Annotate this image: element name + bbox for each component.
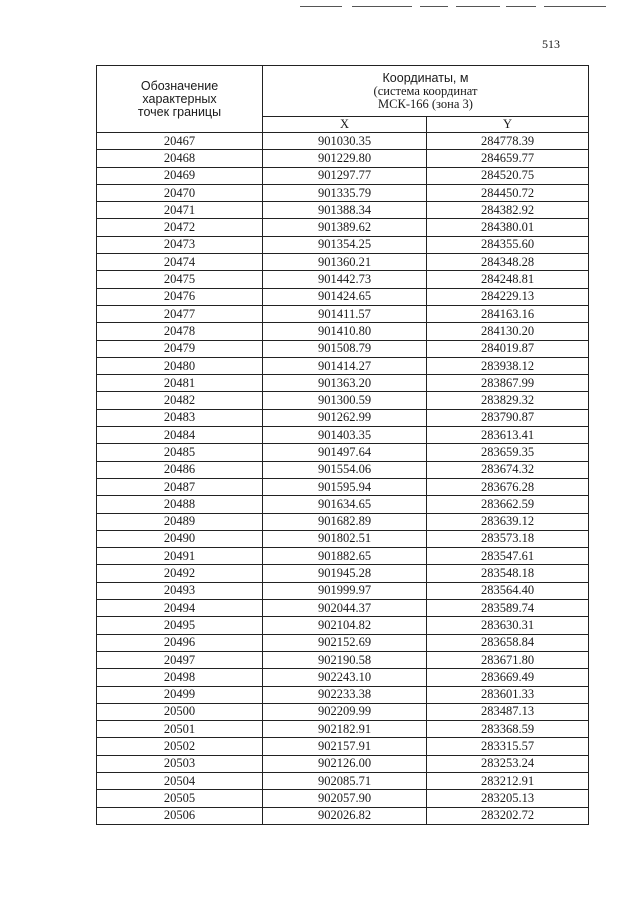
y-coordinate-cell: 284520.75: [427, 167, 589, 184]
x-coordinate-cell: 902104.82: [263, 617, 427, 634]
x-coordinate-cell: 901354.25: [263, 236, 427, 253]
x-coordinate-cell: 901414.27: [263, 357, 427, 374]
y-coordinate-cell: 283938.12: [427, 357, 589, 374]
point-id-cell: 20505: [97, 790, 263, 807]
point-id-cell: 20503: [97, 755, 263, 772]
y-coordinate-cell: 283669.49: [427, 669, 589, 686]
y-coordinate-cell: 284382.92: [427, 202, 589, 219]
y-coordinate-cell: 283368.59: [427, 721, 589, 738]
y-coordinate-cell: 283674.32: [427, 461, 589, 478]
coordinates-header-line: МСК-166 (зона 3): [378, 96, 473, 111]
point-id-cell: 20496: [97, 634, 263, 651]
y-coordinate-cell: 283639.12: [427, 513, 589, 530]
x-coordinate-cell: 901497.64: [263, 444, 427, 461]
table-row: [97, 651, 589, 668]
point-id-cell: 20484: [97, 427, 263, 444]
table-row: [97, 617, 589, 634]
y-coordinate-cell: 283205.13: [427, 790, 589, 807]
x-coordinate-cell: 901554.06: [263, 461, 427, 478]
scan-artifact-line: [544, 6, 606, 7]
y-coordinate-cell: 283487.13: [427, 703, 589, 720]
point-id-cell: 20493: [97, 582, 263, 599]
table-row: [97, 772, 589, 789]
x-coordinate-cell: 901389.62: [263, 219, 427, 236]
designation-header: [97, 66, 263, 133]
x-coordinate-cell: 901882.65: [263, 548, 427, 565]
x-coordinate-cell: 901424.65: [263, 288, 427, 305]
point-id-cell: 20479: [97, 340, 263, 357]
y-coordinate-cell: 283601.33: [427, 686, 589, 703]
point-id-cell: 20501: [97, 721, 263, 738]
scan-artifact-line: [352, 6, 412, 7]
point-id-cell: 20502: [97, 738, 263, 755]
y-coordinate-cell: 283790.87: [427, 409, 589, 426]
table-row: [97, 478, 589, 495]
point-id-cell: 20497: [97, 651, 263, 668]
y-coordinate-cell: 283564.40: [427, 582, 589, 599]
table-row: [97, 807, 589, 824]
point-id-cell: 20467: [97, 133, 263, 150]
x-coordinate-cell: 901442.73: [263, 271, 427, 288]
table-row: [97, 150, 589, 167]
point-id-cell: 20485: [97, 444, 263, 461]
x-coordinate-cell: 901388.34: [263, 202, 427, 219]
x-coordinate-cell: 901360.21: [263, 254, 427, 271]
y-coordinate-cell: 283547.61: [427, 548, 589, 565]
point-id-cell: 20477: [97, 305, 263, 322]
point-id-cell: 20506: [97, 807, 263, 824]
y-coordinate-cell: 284659.77: [427, 150, 589, 167]
table-row: [97, 392, 589, 409]
y-coordinate-cell: 283315.57: [427, 738, 589, 755]
x-coordinate-cell: 901595.94: [263, 478, 427, 495]
scan-artifact-line: [420, 6, 448, 7]
point-id-cell: 20500: [97, 703, 263, 720]
x-coordinate-cell: 901999.97: [263, 582, 427, 599]
point-id-cell: 20481: [97, 375, 263, 392]
table-row: [97, 755, 589, 772]
x-coordinate-cell: 902026.82: [263, 807, 427, 824]
x-coordinate-cell: 902126.00: [263, 755, 427, 772]
y-coordinate-cell: 283253.24: [427, 755, 589, 772]
x-coordinate-cell: 901508.79: [263, 340, 427, 357]
table-row: [97, 634, 589, 651]
point-id-cell: 20498: [97, 669, 263, 686]
x-coordinate-cell: 902233.38: [263, 686, 427, 703]
table-row: [97, 340, 589, 357]
x-coordinate-cell: 901300.59: [263, 392, 427, 409]
point-id-cell: 20499: [97, 686, 263, 703]
table-row: [97, 513, 589, 530]
point-id-cell: 20473: [97, 236, 263, 253]
point-id-cell: 20489: [97, 513, 263, 530]
table-row: [97, 202, 589, 219]
table-row: [97, 288, 589, 305]
y-coordinate-cell: 283671.80: [427, 651, 589, 668]
y-column-header: Y: [427, 117, 589, 133]
table-row: [97, 219, 589, 236]
table-row: [97, 427, 589, 444]
y-coordinate-cell: 284380.01: [427, 219, 589, 236]
point-id-cell: 20470: [97, 184, 263, 201]
x-coordinate-cell: 901363.20: [263, 375, 427, 392]
table-row: [97, 565, 589, 582]
table-row: [97, 254, 589, 271]
table-row: [97, 496, 589, 513]
table-body: [97, 133, 589, 825]
table-row: [97, 790, 589, 807]
table-row: [97, 133, 589, 150]
x-coordinate-cell: 901802.51: [263, 530, 427, 547]
designation-header-line: Обозначение: [140, 78, 219, 93]
scan-artifact-line: [300, 6, 342, 7]
table-row: [97, 375, 589, 392]
point-id-cell: 20476: [97, 288, 263, 305]
point-id-cell: 20482: [97, 392, 263, 409]
y-coordinate-cell: 283202.72: [427, 807, 589, 824]
point-id-cell: 20472: [97, 219, 263, 236]
x-coordinate-cell: 902182.91: [263, 721, 427, 738]
y-coordinate-cell: 284355.60: [427, 236, 589, 253]
y-coordinate-cell: 284019.87: [427, 340, 589, 357]
y-coordinate-cell: 284229.13: [427, 288, 589, 305]
point-id-cell: 20471: [97, 202, 263, 219]
y-coordinate-cell: 284778.39: [427, 133, 589, 150]
x-column-header: X: [263, 117, 427, 133]
table-row: [97, 530, 589, 547]
table-row: [97, 444, 589, 461]
coordinates-header: [263, 66, 589, 117]
y-coordinate-cell: 283867.99: [427, 375, 589, 392]
page-number: 513: [542, 37, 560, 51]
coordinates-table: [96, 65, 589, 825]
point-id-cell: 20504: [97, 772, 263, 789]
table-row: [97, 167, 589, 184]
table-row: [97, 357, 589, 374]
table-row: [97, 323, 589, 340]
y-coordinate-cell: 284163.16: [427, 305, 589, 322]
table-row: [97, 738, 589, 755]
y-coordinate-cell: 284248.81: [427, 271, 589, 288]
table-row: [97, 686, 589, 703]
x-coordinate-cell: 902044.37: [263, 600, 427, 617]
point-id-cell: 20494: [97, 600, 263, 617]
point-id-cell: 20480: [97, 357, 263, 374]
x-coordinate-cell: 901403.35: [263, 427, 427, 444]
x-coordinate-cell: 902157.91: [263, 738, 427, 755]
x-coordinate-cell: 901297.77: [263, 167, 427, 184]
table-row: [97, 721, 589, 738]
point-id-cell: 20468: [97, 150, 263, 167]
x-coordinate-cell: 901229.80: [263, 150, 427, 167]
scan-artifact-line: [506, 6, 536, 7]
y-coordinate-cell: 284450.72: [427, 184, 589, 201]
point-id-cell: 20486: [97, 461, 263, 478]
y-coordinate-cell: 283658.84: [427, 634, 589, 651]
x-coordinate-cell: 902085.71: [263, 772, 427, 789]
x-coordinate-cell: 901262.99: [263, 409, 427, 426]
table-row: [97, 548, 589, 565]
table-row: [97, 669, 589, 686]
y-coordinate-cell: 283676.28: [427, 478, 589, 495]
point-id-cell: 20475: [97, 271, 263, 288]
table-row: [97, 271, 589, 288]
point-id-cell: 20492: [97, 565, 263, 582]
x-coordinate-cell: 901634.65: [263, 496, 427, 513]
x-coordinate-cell: 902209.99: [263, 703, 427, 720]
table-row: [97, 305, 589, 322]
point-id-cell: 20483: [97, 409, 263, 426]
x-coordinate-cell: 901410.80: [263, 323, 427, 340]
y-coordinate-cell: 283212.91: [427, 772, 589, 789]
point-id-cell: 20490: [97, 530, 263, 547]
y-coordinate-cell: 283589.74: [427, 600, 589, 617]
x-coordinate-cell: 901030.35: [263, 133, 427, 150]
coordinates-header-line: Координаты, м: [382, 70, 469, 85]
y-coordinate-cell: 283829.32: [427, 392, 589, 409]
designation-header-line: точек границы: [137, 104, 222, 119]
x-coordinate-cell: 902190.58: [263, 651, 427, 668]
designation-header-line: характерных: [142, 91, 217, 106]
y-coordinate-cell: 283573.18: [427, 530, 589, 547]
table-row: [97, 703, 589, 720]
x-coordinate-cell: 902243.10: [263, 669, 427, 686]
scan-artifact-line: [456, 6, 500, 7]
point-id-cell: 20487: [97, 478, 263, 495]
table-row: [97, 600, 589, 617]
y-coordinate-cell: 284348.28: [427, 254, 589, 271]
x-coordinate-cell: 901682.89: [263, 513, 427, 530]
point-id-cell: 20478: [97, 323, 263, 340]
y-coordinate-cell: 283548.18: [427, 565, 589, 582]
y-coordinate-cell: 283662.59: [427, 496, 589, 513]
x-coordinate-cell: 901411.57: [263, 305, 427, 322]
point-id-cell: 20495: [97, 617, 263, 634]
y-coordinate-cell: 283659.35: [427, 444, 589, 461]
x-coordinate-cell: 902152.69: [263, 634, 427, 651]
table-row: [97, 184, 589, 201]
y-coordinate-cell: 284130.20: [427, 323, 589, 340]
table-row: [97, 582, 589, 599]
x-coordinate-cell: 901335.79: [263, 184, 427, 201]
table-row: [97, 409, 589, 426]
point-id-cell: 20474: [97, 254, 263, 271]
x-coordinate-cell: 902057.90: [263, 790, 427, 807]
table-row: [97, 236, 589, 253]
y-coordinate-cell: 283630.31: [427, 617, 589, 634]
table-row: [97, 461, 589, 478]
coordinates-header-line: (система координат: [373, 83, 478, 98]
point-id-cell: 20491: [97, 548, 263, 565]
point-id-cell: 20488: [97, 496, 263, 513]
y-coordinate-cell: 283613.41: [427, 427, 589, 444]
x-coordinate-cell: 901945.28: [263, 565, 427, 582]
point-id-cell: 20469: [97, 167, 263, 184]
